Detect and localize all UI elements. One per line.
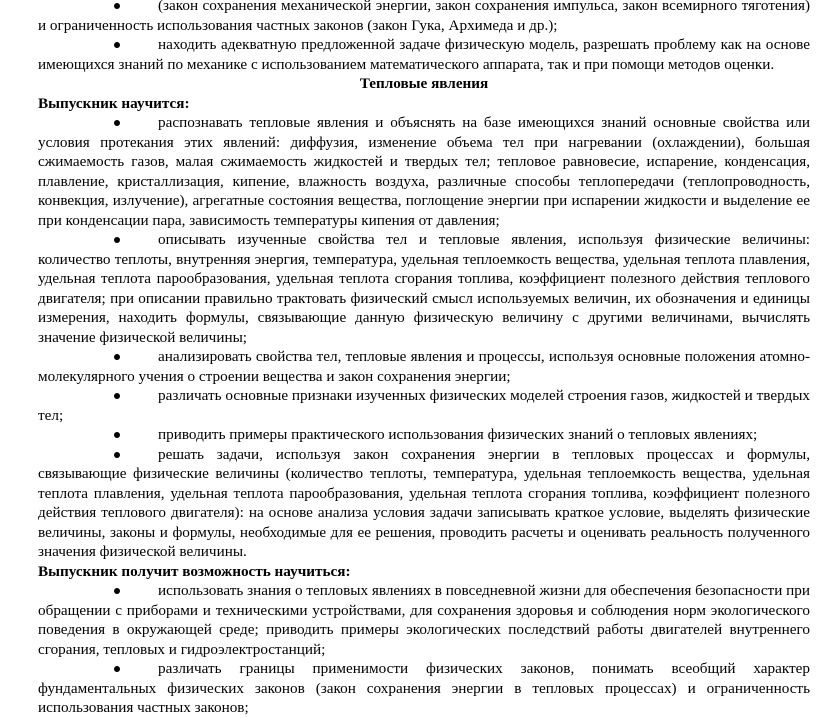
bullet-icon: [114, 452, 120, 458]
intro-item-1: [0, 0, 816, 35]
learn-item-text: приводить примеры практического использования физических знаний о тепловых явлениях;: [158, 426, 758, 443]
opportunity-item-text: использовать знания о тепловых явлениях в повседневной жизни для обеспечения безопасности при обращении с приборами и техническими устройствами, для сохранения здоровья и соблюдения норм экологического поведения в окружающей среде; приводить примеры экологических последствий работы двигателей внутреннего сгорания, тепловых и гидроэлектростанций;: [38, 582, 810, 658]
intro-item-text: находить адекватную предложенной задаче физическую модель, разрешать проблему как на основе имеющихся знаний по механике с использованием математического аппарата, так и при помощи методов оценки.: [38, 36, 810, 73]
opportunity-item-text: различать границы применимости физических законов, понимать всеобщий характер фундаментальных физических законов (закон сохранения энергии в тепловых процессах) и ограниченность использования частных законов;: [38, 660, 810, 716]
learn-item-text: различать основные признаки изученных физических моделей строения газов, жидкостей и твердых тел;: [38, 387, 810, 424]
section-title: Тепловые явления: [359, 75, 489, 92]
learn-item-1: [0, 113, 816, 230]
learn-item-6: [0, 445, 816, 562]
learn-item-text: анализировать свойства тел, тепловые явления и процессы, используя основные положения атомно-молекулярного учения о строении вещества и закон сохранения энергии;: [38, 348, 810, 385]
learn-heading: Выпускник научится:: [38, 94, 190, 112]
learn-item-text: описывать изученные свойства тел и тепловые явления, используя физические величины: количество теплоты, внутренняя энергия, температура, удельная теплоемкость вещества, удельная теплота плавления, удельная теплота парообразования, удельная теплота сгорания топлива, коэффициент полезного действия теплового двигателя; при описании правильно трактовать физический смысл используемых величин, их обозначения и единицы измерения, находить формулы, связывающие данную физическую величину с другими величинами, вычислять значение физической величины;: [38, 231, 810, 346]
opportunity-item-2: [0, 659, 816, 718]
bullet-icon: [114, 393, 120, 399]
bullet-icon: [114, 3, 120, 9]
bullet-icon: [114, 666, 120, 672]
bullet-icon: [114, 120, 120, 126]
learn-item-text: решать задачи, используя закон сохранения энергии в тепловых процессах и формулы, связывающие физические величины (количество теплоты, температура, удельная теплоемкость вещества, удельная теплота плавления, удельная теплота парообразования, удельная теплота сгорания топлива, коэффициент полезного действия теплового двигателя): на основе анализа условия задачи записывать краткое условие, выделять физические величины, законы и формулы, необходимые для ее решения, проводить расчеты и оценивать реальность полученного значения физической величины.: [38, 445, 810, 560]
bullet-icon: [114, 432, 120, 438]
opportunity-item-1: [0, 581, 816, 659]
bullet-icon: [114, 237, 120, 243]
bullet-icon: [114, 42, 120, 48]
learn-item-4: [0, 386, 816, 425]
intro-item-2: [0, 35, 816, 74]
bullet-icon: [114, 354, 120, 360]
bullet-icon: [114, 588, 120, 594]
learn-item-text: распознавать тепловые явления и объяснять на базе имеющихся знаний основные свойства или условия протекания этих явлений: диффузия, изменение объема тел при нагревании (охлаждении), большая сжимаемость газов, малая сжимаемость жидкостей и твердых тел; тепловое равновесие, испарение, конденсация, плавление, кристаллизация, кипение, влажность воздуха, различные способы теплопередачи (теплопроводность, конвекция, излучение), агрегатные состояния вещества, поглощение энергии при испарении жидкости и выделение ее при конденсации пара, зависимость температуры кипения от давления;: [38, 114, 810, 229]
learn-item-2: [0, 230, 816, 347]
learn-item-3: [0, 347, 816, 386]
learn-item-5: [0, 425, 816, 445]
intro-item-text: (закон сохранения механической энергии, закон сохранения импульса, закон всемирного тяготения) и ограниченность использования частных законов (закон Гука, Архимеда и др.);: [38, 0, 810, 34]
opportunity-heading: Выпускник получит возможность научиться:: [38, 562, 351, 580]
